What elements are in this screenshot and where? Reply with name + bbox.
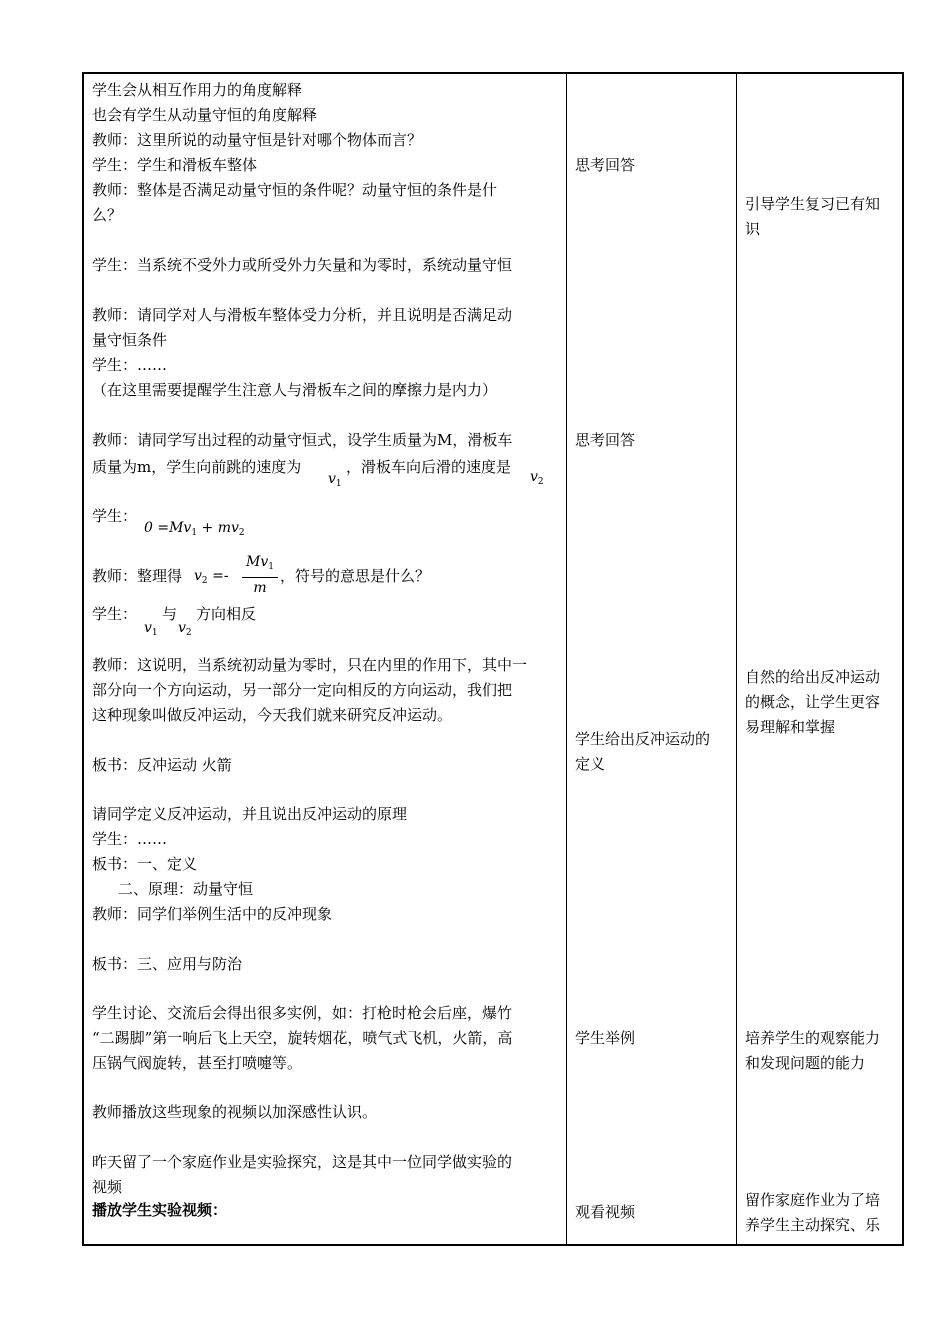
text-line: 二、原理：动量守恒 [118,880,254,898]
text-line: 板书：一、定义 [92,855,198,873]
column-divider [736,74,737,1244]
intent-text: 自然的给出反冲运动 [745,668,881,686]
intent-text: 和发现问题的能力 [745,1054,866,1072]
text-line: 教师：整体是否满足动量守恒的条件呢？动量守恒的条件是什 [92,181,498,199]
momentum-equation: $0 =Mv_1 + mv_2$ [144,520,245,538]
activity-text: 观看视频 [575,1203,636,1221]
text-line: 学生：…… [92,356,168,374]
activity-text: 思考回答 [575,431,636,449]
intent-text: 培养学生的观察能力 [745,1029,881,1047]
fraction: $\frac{Mv_1}{m}$ [242,552,278,598]
text-line: 也会有学生从动量守恒的角度解释 [92,106,318,124]
intent-text: 的概念，让学生更容 [745,693,881,711]
text-line: 质量为m，学生向前跳的速度为 [92,458,302,476]
text-line: 板书：三、应用与防治 [92,955,243,973]
text-line: 方向相反 [196,605,257,623]
text-line-bold: 播放学生实验视频： [92,1201,228,1219]
text-line: 视频 [92,1178,123,1196]
text-line: 学生会从相互作用力的角度解释 [92,81,303,99]
text-line: 学生： [92,507,138,525]
text-line: 教师：同学们举例生活中的反冲现象 [92,905,333,923]
text-line: 学生讨论、交流后会得出很多实例，如：打枪时枪会后座，爆竹 [92,1004,513,1022]
text-line: 学生：…… [92,830,168,848]
text-line: 教师：这里所说的动量守恒是针对哪个物体而言？ [92,131,423,149]
activity-text: 学生举例 [575,1029,636,1047]
text-line: 昨天留了一个家庭作业是实验探究，这是其中一位同学做实验的 [92,1153,513,1171]
text-line: 学生： [92,605,138,623]
text-line: 教师播放这些现象的视频以加深感性认识。 [92,1103,378,1121]
text-line: 与 [162,605,178,623]
lesson-table [82,72,904,1246]
text-line: 这种现象叫做反冲运动，今天我们就来研究反冲运动。 [92,706,453,724]
text-line: 教师：请同学写出过程的动量守恒式，设学生质量为M，滑板车 [92,431,513,449]
intent-text: 养学生主动探究、乐 [745,1216,881,1234]
text-line: 教师：请同学对人与滑板车整体受力分析，并且说明是否满足动 [92,306,513,324]
text-line: 请同学定义反冲运动，并且说出反冲运动的原理 [92,805,408,823]
text-line: 压锅气阀旋转，甚至打喷嚏等。 [92,1054,303,1072]
text-line: 学生：学生和滑板车整体 [92,156,258,174]
text-line: “二踢脚”第一响后飞上天空，旋转烟花，喷气式飞机，火箭，高 [92,1029,513,1047]
text-line: 学生：当系统不受外力或所受外力矢量和为零时，系统动量守恒 [92,256,513,274]
text-line: ，滑板车向后滑的速度是 [346,458,512,476]
activity-text: 定义 [575,755,606,773]
math-v2-equals: $v_2$ =- [194,568,229,586]
text-line: ，符号的意思是什么？ [280,567,431,585]
text-line: 部分向一个方向运动，另一部分一定向相反的方向运动，我们把 [92,681,513,699]
math-v1: $v_1$ [328,471,342,489]
math-v2: $v_2$ [178,620,192,638]
intent-text: 留作家庭作业为了培 [745,1191,881,1209]
text-line: 么？ [92,206,123,224]
intent-text: 引导学生复习已有知 [745,195,881,213]
math-v1: $v_1$ [144,620,158,638]
text-line: 教师：这说明，当系统初动量为零时，只在内里的作用下，其中一 [92,656,528,674]
text-line: 板书：反冲运动 火箭 [92,756,232,774]
math-v2: $v_2$ [530,469,544,487]
activity-text: 思考回答 [575,156,636,174]
column-divider [566,74,567,1244]
text-line: 教师：整理得 [92,567,183,585]
intent-text: 易理解和掌握 [745,718,836,736]
activity-text: 学生给出反冲运动的 [575,730,711,748]
intent-text: 识 [745,220,761,238]
text-line: （在这里需要提醒学生注意人与滑板车之间的摩擦力是内力） [92,381,498,399]
text-line: 量守恒条件 [92,331,168,349]
